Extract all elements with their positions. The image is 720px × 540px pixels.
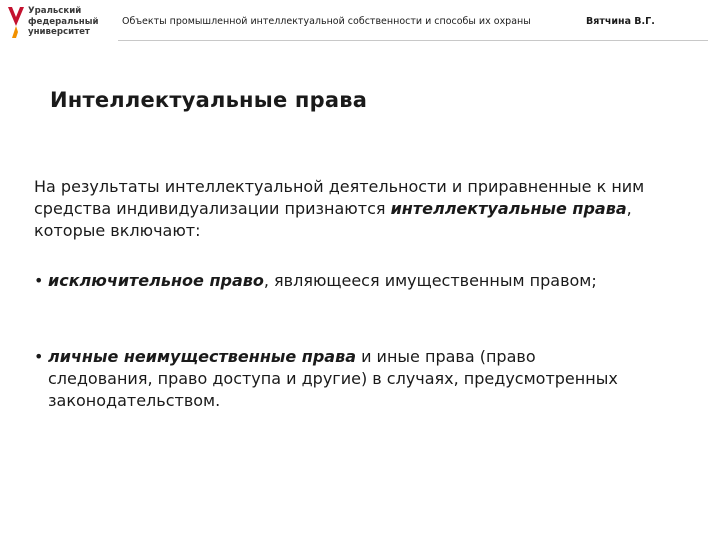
header-divider xyxy=(118,40,708,41)
logo-line: университет xyxy=(28,27,90,37)
bullet-emphasis: личные неимущественные права xyxy=(48,347,356,366)
intro-emphasis: интеллектуальные права xyxy=(390,199,627,218)
bullet-emphasis: исключительное право xyxy=(48,271,264,290)
intro-tail: , которые включают: xyxy=(34,199,632,240)
bullet-body: и иные права (право следования, право доступа и другие) в случаях, предусмотренных законодательством. xyxy=(48,347,618,410)
urfu-logo xyxy=(6,4,116,42)
intro-text: На результаты интеллектуальной деятельности и приравненные к ним средства индивидуализации признаются xyxy=(34,177,645,218)
bullet-marker: • xyxy=(34,271,44,290)
logo-wordmark xyxy=(28,6,99,38)
intro-paragraph xyxy=(34,176,664,242)
bullet-text xyxy=(34,346,634,412)
author-name: Вятчина В.Г. xyxy=(586,16,655,27)
bullet-text xyxy=(34,270,634,292)
presentation-title: Объекты промышленной интеллектуальной собственности и способы их охраны xyxy=(122,16,531,27)
logo-line: Уральский xyxy=(28,6,82,16)
urfu-logo-mark xyxy=(6,4,26,42)
bullet-marker: • xyxy=(34,347,44,366)
bullet-body: , являющееся имущественным правом; xyxy=(263,271,597,290)
slide-title: Интеллектуальные права xyxy=(50,88,368,112)
logo-line: федеральный xyxy=(28,16,99,27)
bullet-item xyxy=(34,346,634,412)
bullet-item xyxy=(34,270,634,292)
slide-header xyxy=(0,0,720,46)
